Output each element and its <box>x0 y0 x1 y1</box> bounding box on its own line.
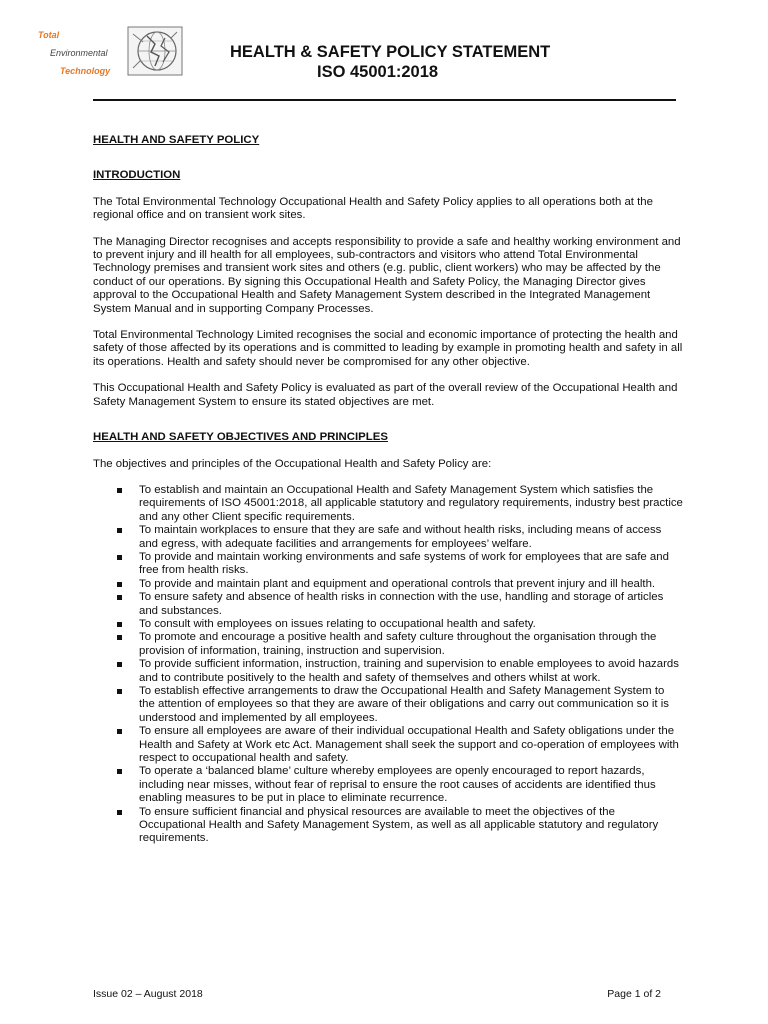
bullet-icon <box>117 555 122 560</box>
title-line-1: HEALTH & SAFETY POLICY STATEMENT <box>230 43 551 61</box>
objective-text: To promote and encourage a positive health and safety culture throughout the organisation through the provision of information, training, instruction and supervision. <box>139 631 657 657</box>
bullet-icon <box>117 729 122 734</box>
list-item <box>93 524 683 551</box>
objective-text: To establish and maintain an Occupational Health and Safety Management System which satisfies the requirements of ISO 45001:2018, all applicable statutory and regulatory requirements, industry best practice and any other Client specific requirements. <box>139 483 683 523</box>
list-item <box>93 484 683 524</box>
list-item <box>93 725 683 765</box>
objective-text: To provide and maintain plant and equipment and operational controls that prevent injury and ill health. <box>139 577 656 590</box>
logo-line-total: Total <box>38 30 60 40</box>
list-item <box>93 551 683 578</box>
bullet-icon <box>117 689 122 694</box>
list-item <box>93 631 683 658</box>
page-footer <box>93 988 661 1000</box>
list-item <box>93 618 683 631</box>
header-divider <box>93 99 676 101</box>
objective-text: To establish effective arrangements to draw the Occupational Health and Safety Management System to the attention of employees so that they are aware of their obligations and carry out communication so it is understood and implemented by all employees. <box>139 685 669 724</box>
list-item <box>93 578 683 591</box>
objective-text: To ensure all employees are aware of their individual occupational Health and Safety obligations under the Health and Safety at Work etc Act. Management shall seek the support and co-operation of employees with respect to occupational health and safety. <box>139 725 679 765</box>
bullet-icon <box>117 810 122 815</box>
intro-paragraph: The Total Environmental Technology Occupational Health and Safety Policy applies to all operations both at the regional office and on transient work sites. <box>93 195 653 222</box>
objective-text: To maintain workplaces to ensure that they are safe and without health risks, including means of access and egress, with adequate facilities and arrangements for employees’ welfare. <box>139 524 662 550</box>
list-item <box>93 591 683 618</box>
page-number: Page 1 of 2 <box>607 988 661 1000</box>
bullet-icon <box>117 635 122 640</box>
objectives-heading: HEALTH AND SAFETY OBJECTIVES AND PRINCIPLES <box>93 431 388 444</box>
objectives-list <box>93 484 683 846</box>
company-logo-text <box>36 26 126 80</box>
objective-text: To ensure sufficient financial and physical resources are available to meet the objectives of the Occupational Health and Safety Management System, as well as all applicable statutory and regulatory requirements. <box>139 805 659 845</box>
intro-paragraph: The Managing Director recognises and accepts responsibility to provide a safe and healthy working environment and to prevent injury and ill health for all employees, sub-contractors and visitors who attend Total Environmental Technology premises and transient work sites and others (e.g. public, client workers) who may be affected by the conduct of our operations. By signing this Occupational Health and Safety Policy, the Managing Director gives approval to the Occupational Health and Safety Management System described in the Integrated Management System Manual and in supporting Company Processes. <box>93 235 681 315</box>
logo-line-environmental: Environmental <box>50 48 108 58</box>
intro-paragraph: This Occupational Health and Safety Policy is evaluated as part of the overall review of the Occupational Health and Safety Management System to ensure its stated objectives are met. <box>93 382 678 408</box>
bullet-icon <box>117 595 122 600</box>
objective-text: To provide sufficient information, instruction, training and supervision to enable employees to avoid hazards and to contribute positively to the health and safety of themselves and others whilst at work. <box>139 658 679 684</box>
objective-text: To consult with employees on issues relating to occupational health and safety. <box>139 617 536 630</box>
document-body <box>93 134 683 846</box>
bullet-icon <box>117 662 122 667</box>
intro-heading: INTRODUCTION <box>93 169 181 182</box>
title-line-2: ISO 45001:2018 <box>317 63 439 81</box>
issue-label: Issue 02 – August 2018 <box>93 988 203 1000</box>
bullet-icon <box>117 622 122 627</box>
page-title <box>230 42 630 82</box>
list-item <box>93 685 683 725</box>
list-item <box>93 806 683 846</box>
logo-line-technology: Technology <box>60 66 111 76</box>
list-item <box>93 658 683 685</box>
objective-text: To operate a ‘balanced blame’ culture whereby employees are openly encouraged to report hazards, including near misses, without fear of reprisal to ensure the root causes of accidents are identified thus enabling measures to be put in place to eliminate recurrence. <box>139 765 656 805</box>
objective-text: To ensure safety and absence of health risks in connection with the use, handling and storage of articles and substances. <box>139 591 664 617</box>
bullet-icon <box>117 582 122 587</box>
bullet-icon <box>117 769 122 774</box>
list-item <box>93 765 683 805</box>
bullet-icon <box>117 528 122 533</box>
intro-paragraph: Total Environmental Technology Limited recognises the social and economic importance of protecting the health and safety of those affected by its operations and is committed to leading by example in promoting health and safety in all its operations. Health and safety should never be compromised for any other objective. <box>93 329 683 368</box>
main-heading: HEALTH AND SAFETY POLICY <box>93 134 260 146</box>
objectives-intro: The objectives and principles of the Occupational Health and Safety Policy are: <box>93 457 492 470</box>
objective-text: To provide and maintain working environments and safe systems of work for employees that are safe and free from health risks. <box>139 550 669 577</box>
globe-logo-icon <box>127 26 183 76</box>
bullet-icon <box>117 488 122 493</box>
